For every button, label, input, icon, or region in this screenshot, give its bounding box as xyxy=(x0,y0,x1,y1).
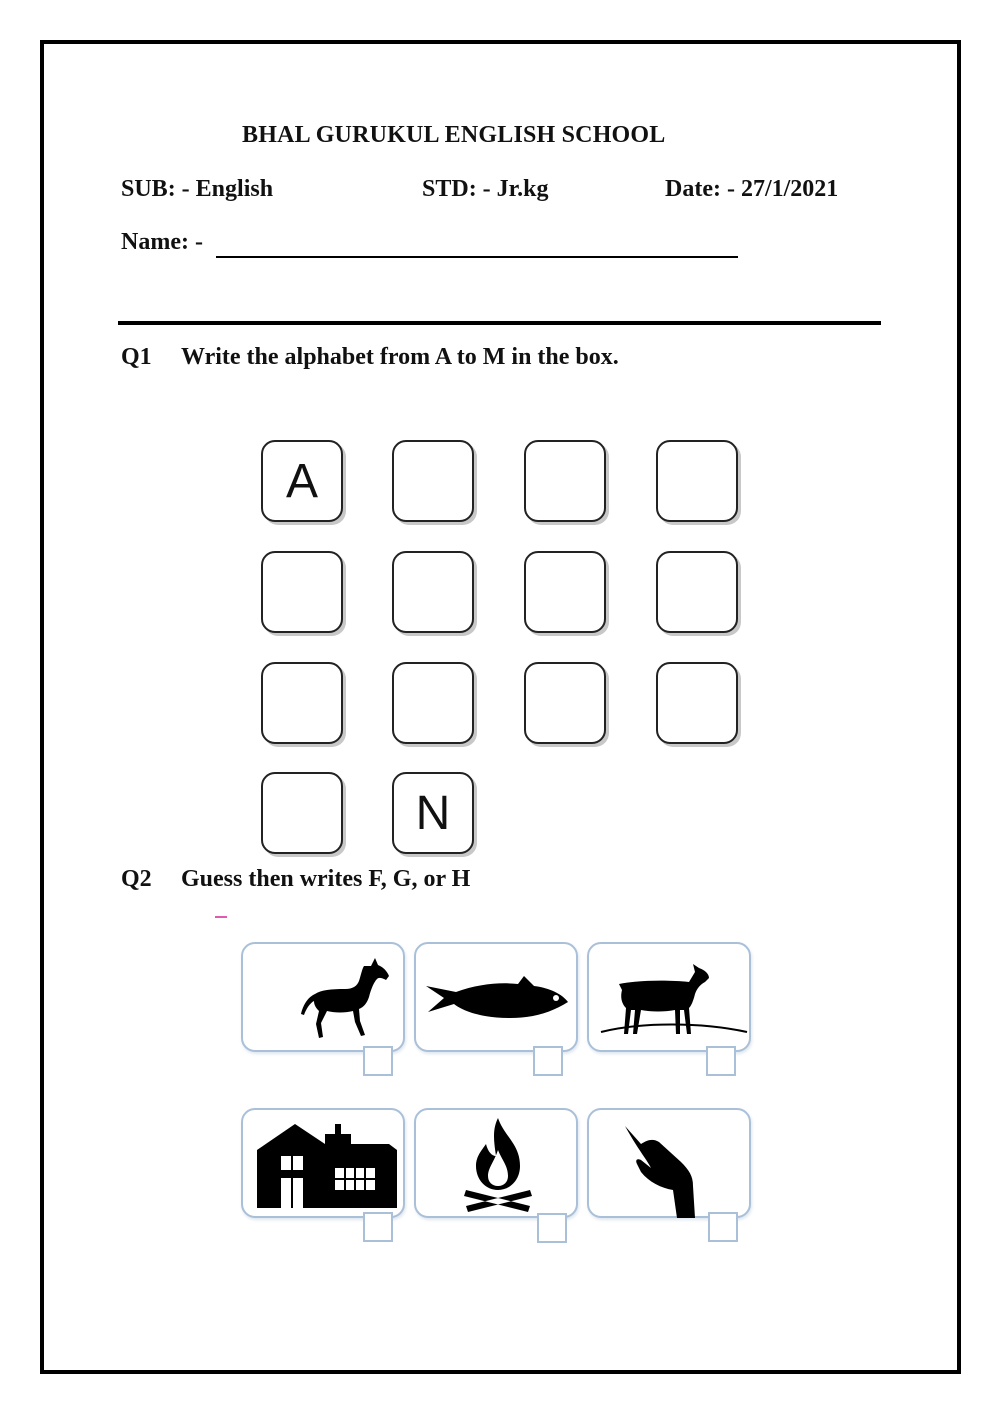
letter-box-11[interactable] xyxy=(524,662,606,744)
letter-box-13[interactable] xyxy=(261,772,343,854)
horse-icon xyxy=(243,944,407,1054)
picture-card-fire xyxy=(414,1108,578,1218)
picture-card-hand xyxy=(587,1108,751,1218)
letter-box-1[interactable]: A xyxy=(261,440,343,522)
picture-card-horse xyxy=(241,942,405,1052)
picture-card-house xyxy=(241,1108,405,1218)
letter-box-2[interactable] xyxy=(392,440,474,522)
letter-box-7[interactable] xyxy=(524,551,606,633)
answer-input-hand[interactable] xyxy=(710,1214,736,1240)
name-label: Name: - xyxy=(121,229,203,255)
letter-box-8[interactable] xyxy=(656,551,738,633)
answer-input-horse[interactable] xyxy=(365,1048,391,1074)
answer-box-fish[interactable] xyxy=(533,1046,563,1076)
answer-box-house[interactable] xyxy=(363,1212,393,1242)
answer-input-fish[interactable] xyxy=(535,1048,561,1074)
answer-box-hand[interactable] xyxy=(708,1212,738,1242)
letter-box-9[interactable] xyxy=(261,662,343,744)
standard-label: STD: - Jr.kg xyxy=(422,176,549,202)
question-1-number: Q1 xyxy=(121,344,152,370)
question-1-text: Write the alphabet from A to M in the box. xyxy=(181,344,619,370)
answer-input-house[interactable] xyxy=(365,1214,391,1240)
letter-box-14[interactable]: N xyxy=(392,772,474,854)
question-2-number: Q2 xyxy=(121,866,152,892)
question-2-text: Guess then writes F, G, or H xyxy=(181,866,471,892)
hand-icon xyxy=(589,1110,753,1220)
letter-box-10[interactable] xyxy=(392,662,474,744)
answer-input-fire[interactable] xyxy=(539,1215,565,1241)
date-label: Date: - 27/1/2021 xyxy=(665,176,839,202)
subject-label: SUB: - English xyxy=(121,176,274,202)
letter-box-12[interactable] xyxy=(656,662,738,744)
question-2 xyxy=(121,866,470,893)
name-input-line[interactable] xyxy=(216,256,738,258)
goat-icon xyxy=(589,944,753,1054)
question-1 xyxy=(121,344,619,371)
picture-card-fish xyxy=(414,942,578,1052)
letter-box-3[interactable] xyxy=(524,440,606,522)
fish-icon xyxy=(416,944,580,1054)
picture-card-goat xyxy=(587,942,751,1052)
letter-box-5[interactable] xyxy=(261,551,343,633)
letter-box-6[interactable] xyxy=(392,551,474,633)
house-icon xyxy=(243,1110,407,1220)
letter-box-4[interactable] xyxy=(656,440,738,522)
school-title: BHAL GURUKUL ENGLISH SCHOOL xyxy=(242,122,666,148)
answer-box-horse[interactable] xyxy=(363,1046,393,1076)
stray-mark xyxy=(215,916,227,918)
answer-box-goat[interactable] xyxy=(706,1046,736,1076)
answer-box-fire[interactable] xyxy=(537,1213,567,1243)
answer-input-goat[interactable] xyxy=(708,1048,734,1074)
header-divider xyxy=(118,321,881,325)
fire-icon xyxy=(416,1110,580,1220)
